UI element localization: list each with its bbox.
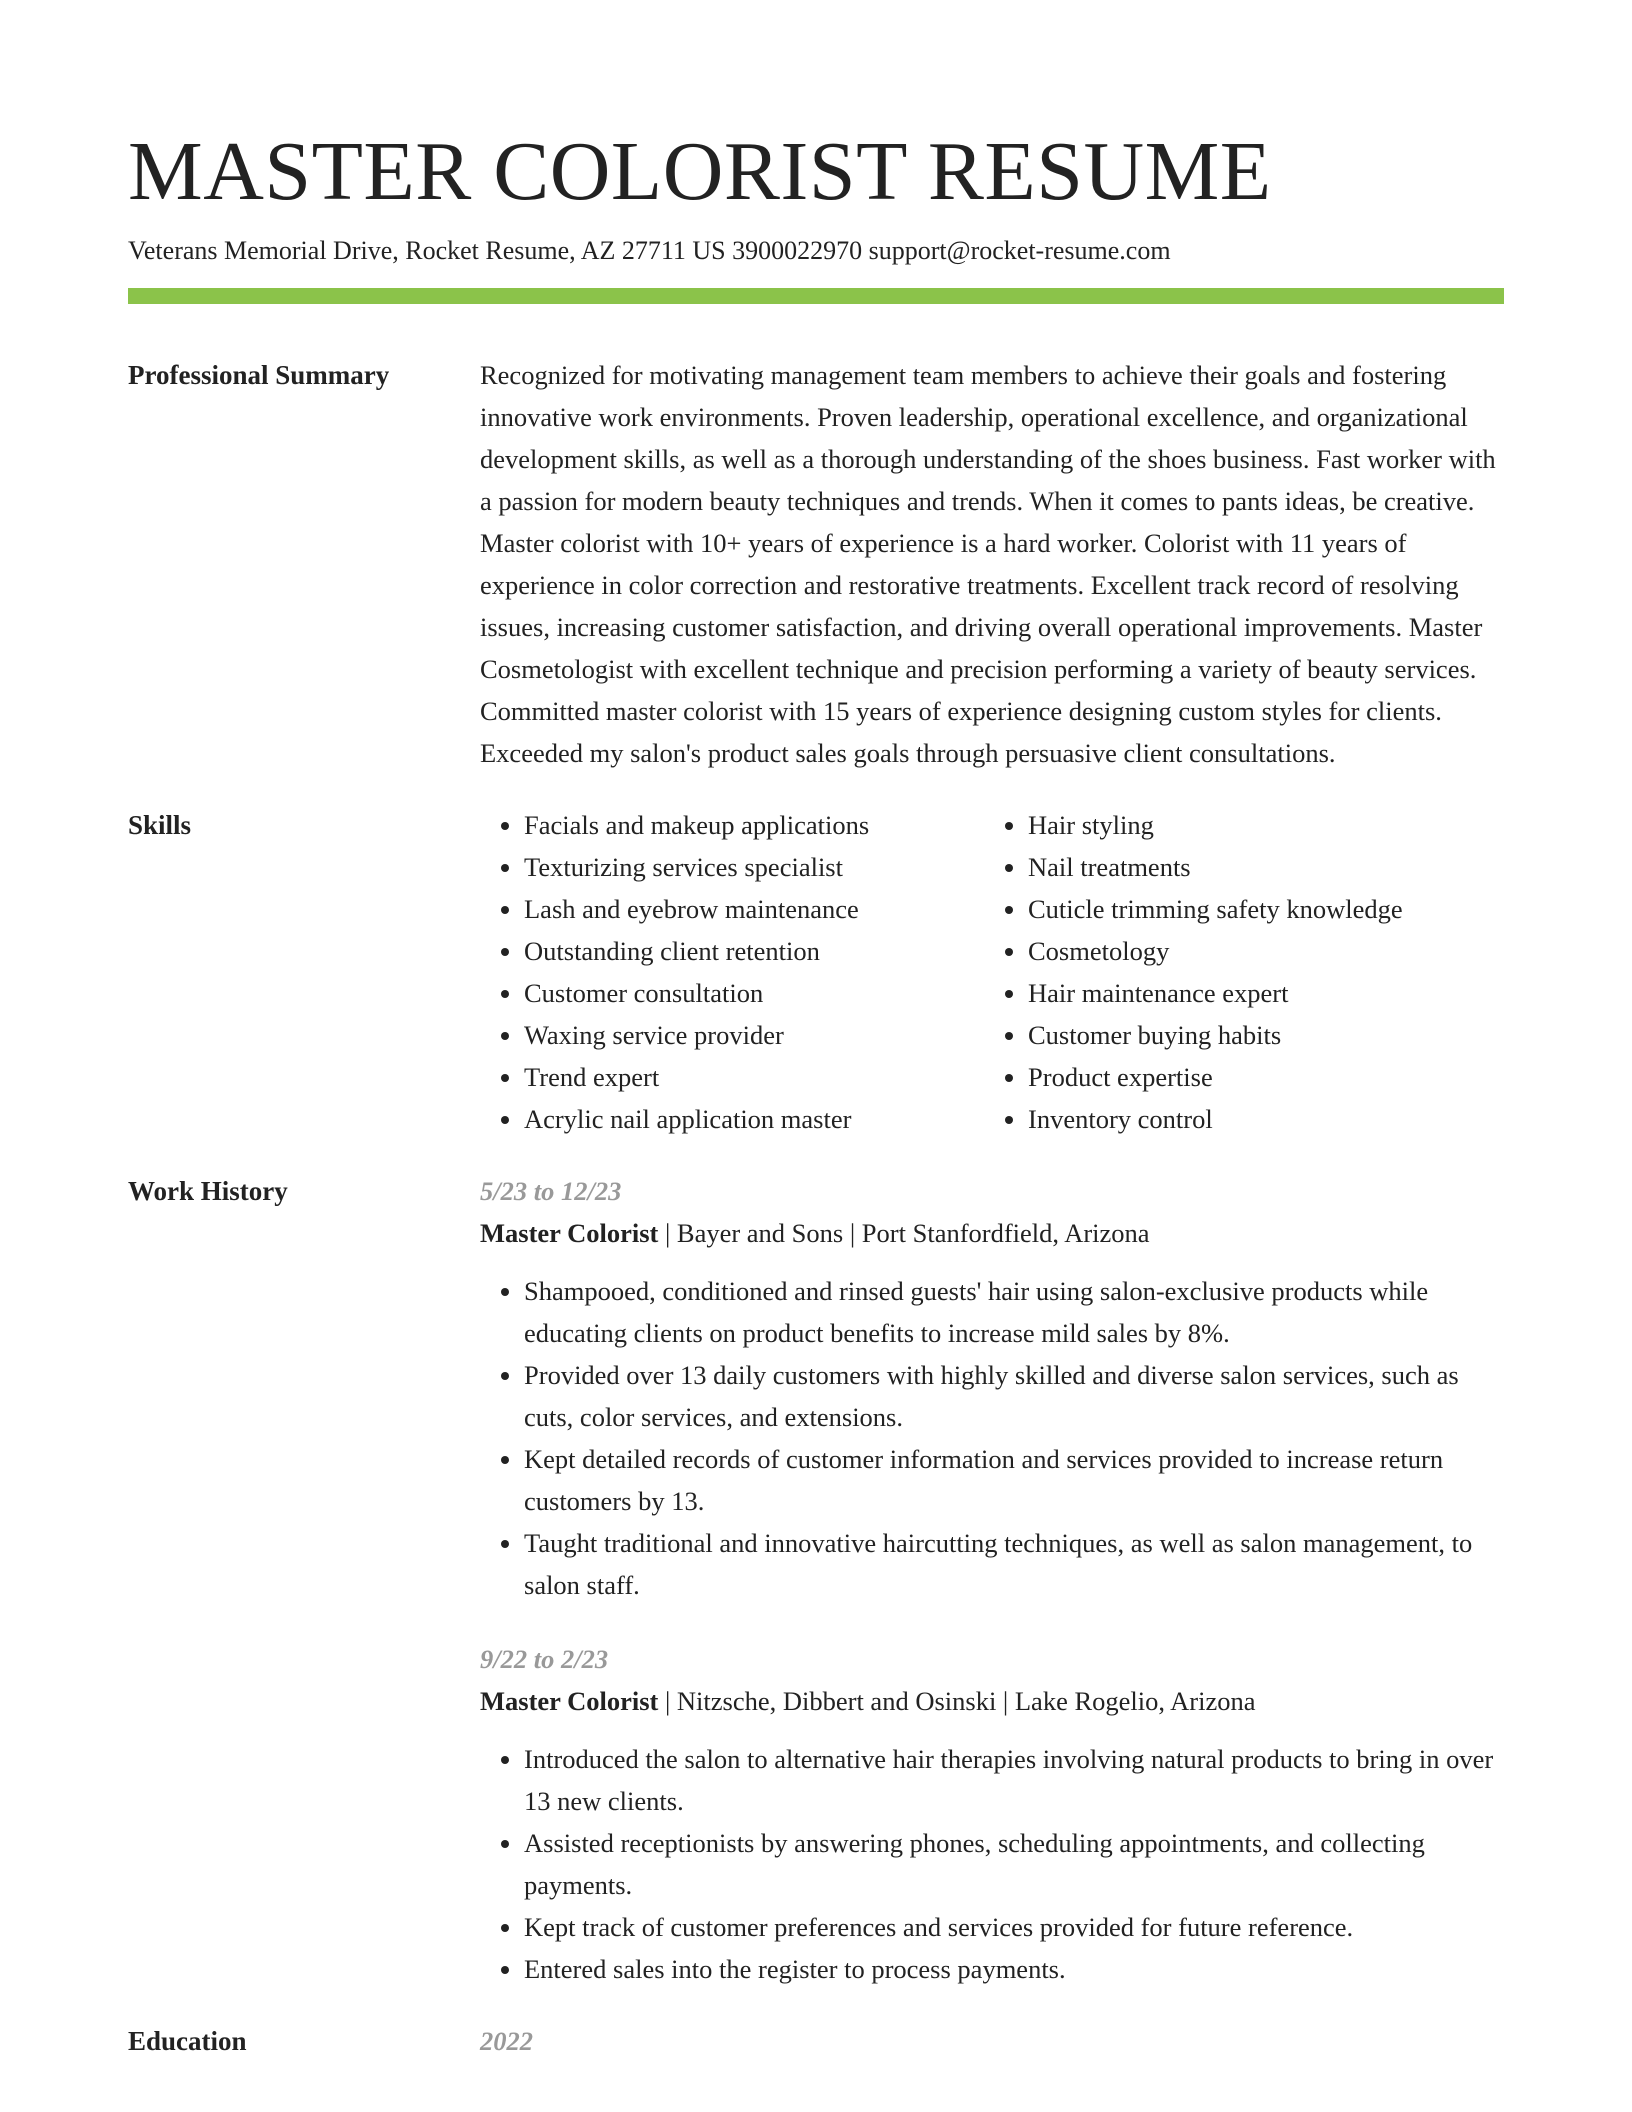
job-employer-location: | Nitzsche, Dibbert and Osinski | Lake Rogelio, Arizona [658, 1686, 1256, 1716]
header-divider [128, 288, 1504, 304]
skill-item: • Customer buying habits [1028, 1014, 1403, 1056]
education-section [128, 2020, 1504, 2062]
job-date: 9/22 to 2/23 [480, 1644, 609, 1674]
job-heading [480, 1680, 1504, 1722]
education-date: 2022 [480, 2026, 533, 2056]
job-bullet: • Kept track of customer preferences and services provided for future reference. [524, 1906, 1504, 1948]
summary-text: Recognized for motivating management team members to achieve their goals and fostering innovative work environments. Proven leadership, operational excellence, and organizational development skills, as well as a thorough understanding of the shoes business. Fast worker with a passion for modern beauty techniques and trends. When it comes to pants ideas, be creative. Master colorist with 10+ years of experience is a hard worker. Colorist with 11 years of experience in color correction and restorative treatments. Excellent track record of resolving issues, increasing customer satisfaction, and driving overall operational improvements. Master Cosmetologist with excellent technique and precision performing a variety of beauty services. Committed master colorist with 15 years of experience designing custom styles for clients. Exceeded my salon's product sales goals through persuasive client consultations. [480, 360, 1496, 768]
job-heading [480, 1212, 1504, 1254]
job-date: 5/23 to 12/23 [480, 1176, 622, 1206]
skill-item: • Acrylic nail application master [524, 1098, 984, 1140]
contact-info: Veterans Memorial Drive, Rocket Resume, AZ 27711 US 3900022970 support@rocket-resume.com [128, 236, 1171, 265]
skill-item: • Cuticle trimming safety knowledge [1028, 888, 1403, 930]
section-label-skills: Skills [128, 810, 192, 840]
section-label-education: Education [128, 2026, 247, 2056]
skills-list-left [480, 804, 984, 1140]
skill-item: • Texturizing services specialist [524, 846, 984, 888]
job-entry [480, 1170, 1504, 1606]
skill-item: • Inventory control [1028, 1098, 1403, 1140]
skills-list-right [984, 804, 1403, 1140]
work-history-section [128, 1170, 1504, 1990]
skills-section [128, 804, 1504, 1140]
job-bullet: • Shampooed, conditioned and rinsed guests' hair using salon-exclusive products while educating clients on product benefits to increase mild sales by 8%. [524, 1270, 1504, 1354]
job-bullet: • Assisted receptionists by answering phones, scheduling appointments, and collecting payments. [524, 1822, 1504, 1906]
job-employer-location: | Bayer and Sons | Port Stanfordfield, Arizona [658, 1218, 1150, 1248]
skill-item: • Cosmetology [1028, 930, 1403, 972]
skill-item: • Waxing service provider [524, 1014, 984, 1056]
job-title: Master Colorist [480, 1218, 659, 1248]
skill-item: • Hair styling [1028, 804, 1403, 846]
job-entry [480, 1638, 1504, 1990]
skill-item: • Facials and makeup applications [524, 804, 984, 846]
summary-section [128, 354, 1504, 774]
section-label-work-history: Work History [128, 1176, 288, 1206]
skill-item: • Lash and eyebrow maintenance [524, 888, 984, 930]
skill-item: • Trend expert [524, 1056, 984, 1098]
job-bullet: • Provided over 13 daily customers with highly skilled and diverse salon services, such as cuts, color services, and extensions. [524, 1354, 1504, 1438]
skill-item: • Outstanding client retention [524, 930, 984, 972]
resume-title: MASTER COLORIST RESUME [128, 125, 1272, 218]
skill-item: • Product expertise [1028, 1056, 1403, 1098]
section-label-summary: Professional Summary [128, 360, 390, 390]
job-bullet: • Taught traditional and innovative haircutting techniques, as well as salon management, to salon staff. [524, 1522, 1504, 1606]
job-bullets [480, 1738, 1504, 1990]
job-bullet: • Introduced the salon to alternative hair therapies involving natural products to bring in over 13 new clients. [524, 1738, 1504, 1822]
skill-item: • Customer consultation [524, 972, 984, 1014]
job-bullet: • Kept detailed records of customer information and services provided to increase return customers by 13. [524, 1438, 1504, 1522]
job-bullet: • Entered sales into the register to process payments. [524, 1948, 1504, 1990]
job-bullets [480, 1270, 1504, 1606]
job-title: Master Colorist [480, 1686, 659, 1716]
skill-item: • Nail treatments [1028, 846, 1403, 888]
skill-item: • Hair maintenance expert [1028, 972, 1403, 1014]
resume-page [128, 0, 1504, 2062]
